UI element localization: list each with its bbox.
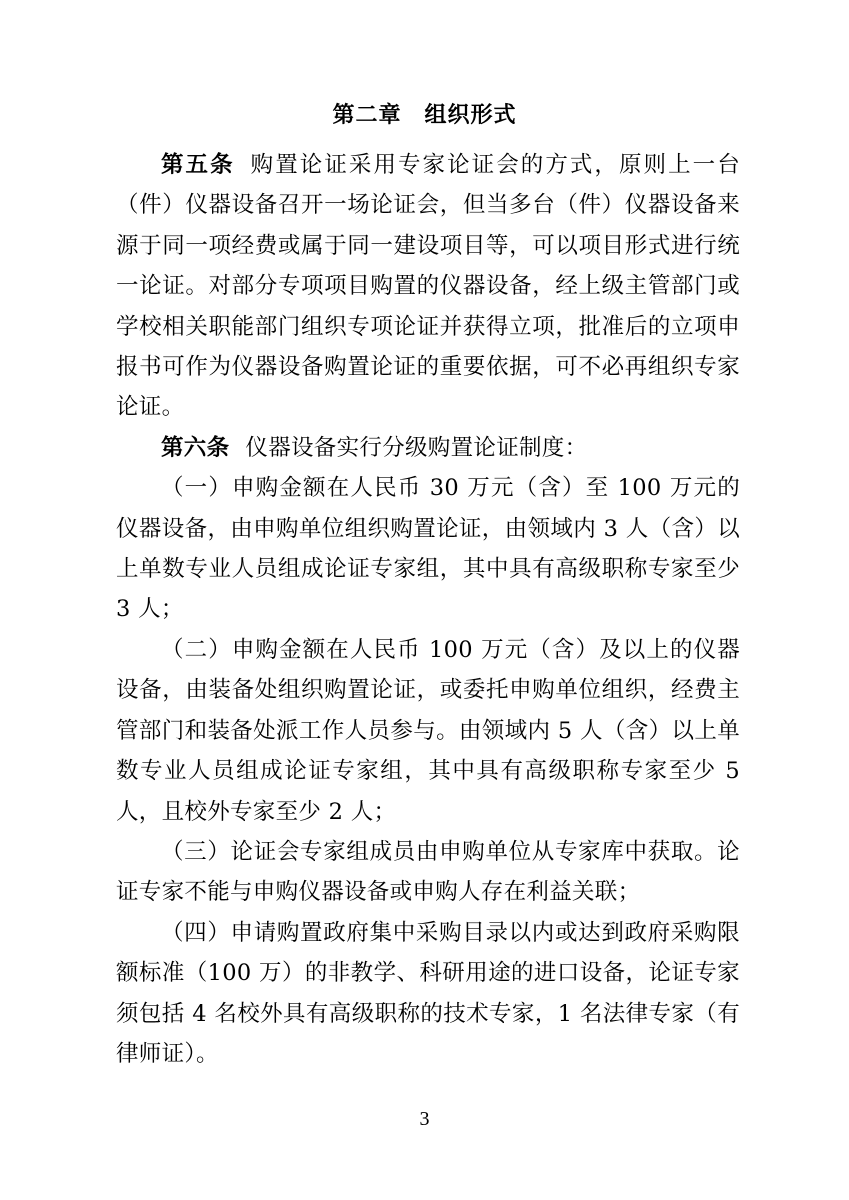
article-6 — [116, 428, 740, 468]
item-1: （一）申购金额在人民币 30 万元（含）至 100 万元的仪器设备，由申购单位组织购置论证，由领域内 3 人（含）以上单数专业人员组成论证专家组，其中具有高级职称专家至少 3 人； — [116, 475, 740, 623]
article-5-label: 第五条 — [161, 152, 235, 178]
page-number: 3 — [419, 1108, 430, 1130]
article-6-label: 第六条 — [161, 434, 230, 461]
item-3: （三）论证会专家组成员由申购单位从专家库中获取。论证专家不能与申购仪器设备或申购人存在利益关联； — [116, 838, 740, 906]
item-2: （二）申购金额在人民币 100 万元（含）及以上的仪器设备，由装备处组织购置论证，或委托申购单位组织，经费主管部门和装备处派工作人员参与。由领域内 5 人（含）以上单数专业人员组成论证专家组，其中具有高级职称专家至少 5 人，且校外专家至少 2 人； — [116, 636, 740, 825]
article-6-text: 仪器设备实行分级购置论证制度： — [245, 434, 588, 461]
item-4: （四）申请购置政府集中采购目录以内或达到政府采购限额标准（100 万）的非教学、科研用途的进口设备，论证专家须包括 4 名校外具有高级职称的技术专家，1 名法律专家（有律师证）。 — [116, 919, 740, 1067]
article-5 — [116, 145, 740, 428]
chapter-title: 第二章 组织形式 — [332, 103, 517, 128]
article-5-text: 购置论证采用专家论证会的方式，原则上一台（件）仪器设备召开一场论证会，但当多台（件）仪器设备来源于同一项经费或属于同一建设项目等，可以项目形式进行统一论证。对部分专项项目购置的仪器设备，经上级主管部门或学校相关职能部门组织专项论证并获得立项，批准后的立项申报书可作为仪器设备购置论证的重要依据，可不必再组织专家论证。 — [116, 152, 740, 421]
document-body — [116, 145, 740, 1074]
